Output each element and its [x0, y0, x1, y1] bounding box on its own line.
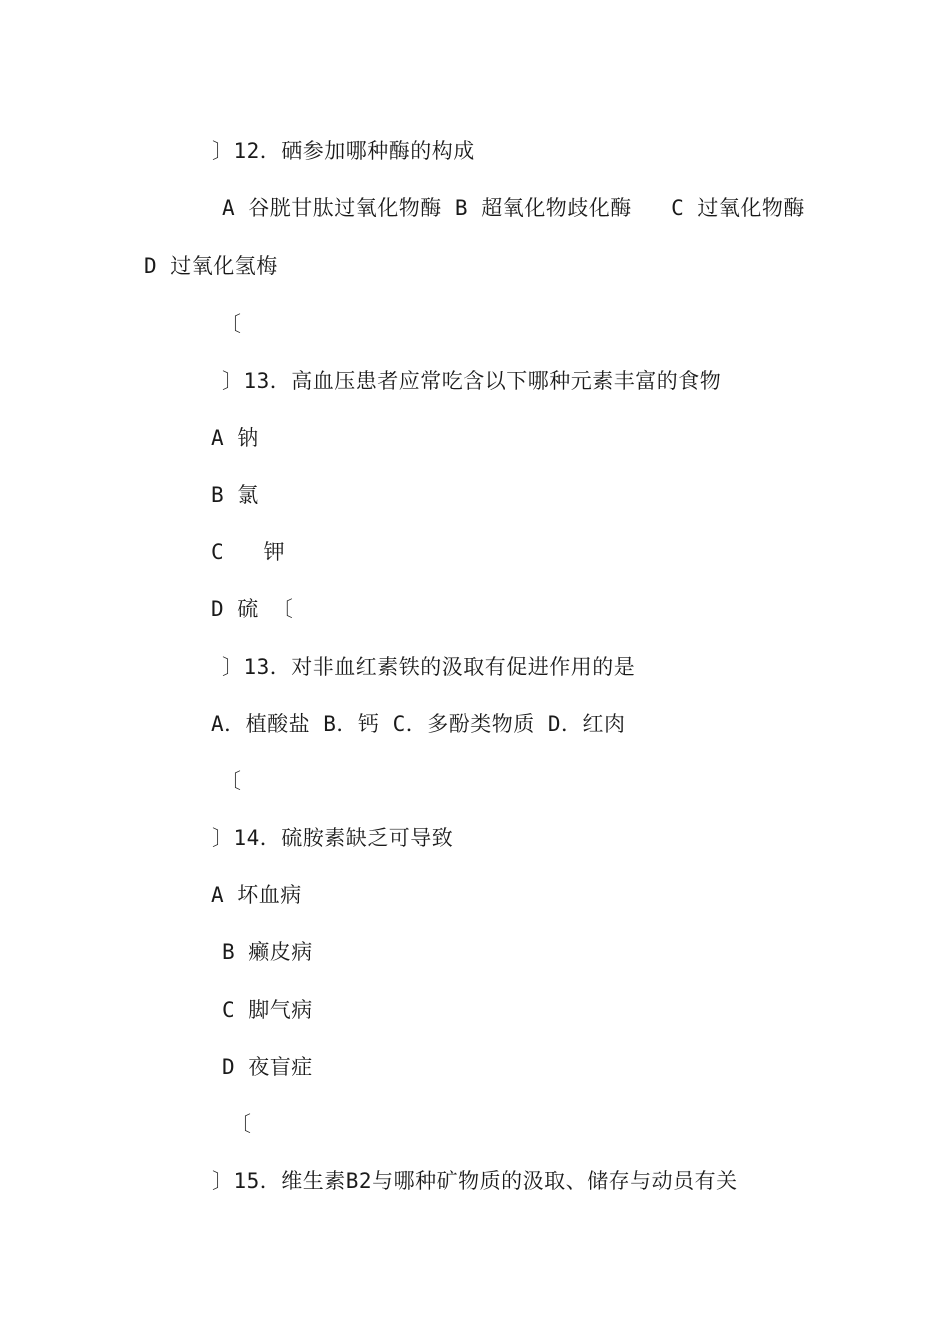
question-12-option-d: D 过氧化氢梅: [144, 254, 278, 278]
answer-bracket-open: 〔: [220, 769, 242, 793]
answer-bracket-open: 〔: [220, 312, 242, 336]
question-13b-stem: 〕13．对非血红素铁的汲取有促进作用的是: [222, 655, 636, 679]
answer-bracket-open: 〔: [230, 1112, 252, 1136]
question-12-options-abc: A 谷胱甘肽过氧化物酶 B 超氧化物歧化酶 C 过氧化物酶: [222, 196, 805, 220]
question-13-option-d: D 硫 〔: [211, 597, 294, 621]
question-14-stem: 〕14．硫胺素缺乏可导致: [212, 826, 454, 850]
question-13-stem: 〕13．高血压患者应常吃含以下哪种元素丰富的食物: [222, 369, 722, 393]
question-12-stem: 〕12．硒参加哪种酶的构成: [212, 139, 475, 163]
question-13-option-c: C 钾: [211, 540, 286, 564]
question-14-option-a: A 坏血病: [211, 883, 302, 907]
question-13-option-a: A 钠: [211, 426, 259, 450]
question-14-option-c: C 脚气病: [222, 998, 313, 1022]
question-14-option-d: D 夜盲症: [222, 1055, 313, 1079]
question-14-option-b: B 癞皮病: [222, 940, 313, 964]
question-15-stem: 〕15．维生素B2与哪种矿物质的汲取、储存与动员有关: [212, 1169, 738, 1193]
question-13-option-b: B 氯: [211, 483, 259, 507]
question-13b-options: A．植酸盐 B．钙 C．多酚类物质 D．红肉: [211, 712, 626, 736]
